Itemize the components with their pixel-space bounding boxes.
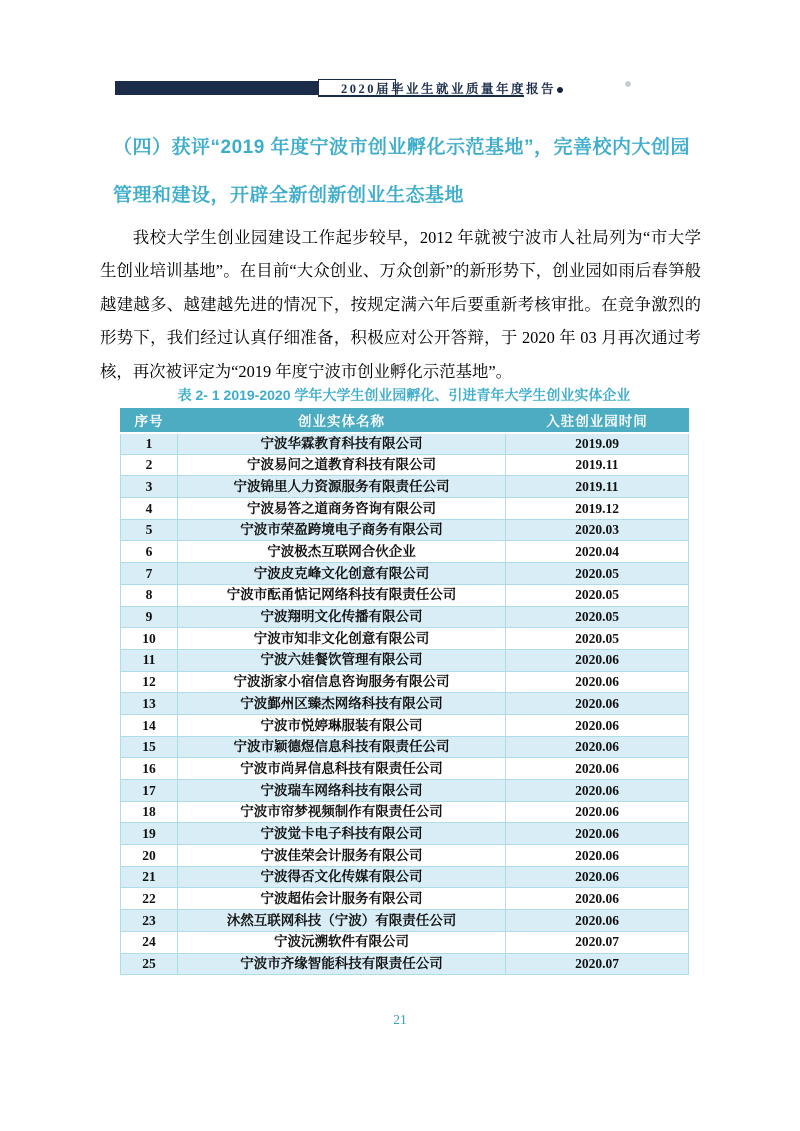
- company-name: 宁波锦里人力资源服务有限责任公司: [178, 476, 506, 498]
- column-header-date: 入驻创业园时间: [506, 409, 689, 433]
- row-number: 4: [121, 498, 178, 520]
- column-header-index: 序号: [121, 409, 178, 433]
- company-name: 宁波觉卡电子科技有限公司: [178, 823, 506, 845]
- entry-date: 2020.06: [506, 714, 689, 736]
- row-number: 9: [121, 606, 178, 628]
- row-number: 5: [121, 519, 178, 541]
- company-name: 宁波鄞州区臻杰网络科技有限公司: [178, 693, 506, 715]
- entry-date: 2020.06: [506, 671, 689, 693]
- table-row: [121, 628, 689, 650]
- row-number: 8: [121, 584, 178, 606]
- entry-date: 2020.06: [506, 888, 689, 910]
- table-row: [121, 498, 689, 520]
- page-number: 21: [393, 1012, 407, 1027]
- row-number: 10: [121, 628, 178, 650]
- table-row: [121, 823, 689, 845]
- row-number: 18: [121, 801, 178, 823]
- entry-date: 2020.05: [506, 584, 689, 606]
- company-name: 宁波极杰互联网合伙企业: [178, 541, 506, 563]
- row-number: 15: [121, 736, 178, 758]
- company-name: 宁波市荣盈跨境电子商务有限公司: [178, 519, 506, 541]
- company-name: 宁波佳荣会计服务有限公司: [178, 845, 506, 867]
- table-row: [121, 519, 689, 541]
- table-row: [121, 845, 689, 867]
- table-body: [121, 433, 689, 975]
- table-row: [121, 736, 689, 758]
- table-row: [121, 563, 689, 585]
- row-number: 3: [121, 476, 178, 498]
- entry-date: 2020.06: [506, 758, 689, 780]
- entry-date: 2020.05: [506, 563, 689, 585]
- entry-date: 2020.07: [506, 931, 689, 953]
- section-heading-line2: 管理和建设，开辟全新创新创业生态基地: [113, 185, 465, 206]
- company-name: 宁波华霖教育科技有限公司: [178, 433, 506, 455]
- entry-date: 2020.06: [506, 910, 689, 932]
- entry-date: 2019.09: [506, 433, 689, 455]
- table-row: [121, 541, 689, 563]
- entry-date: 2020.03: [506, 519, 689, 541]
- entry-date: 2020.06: [506, 801, 689, 823]
- company-name: 宁波市齐缘智能科技有限责任公司: [178, 953, 506, 975]
- company-name: 宁波市帘梦视频制作有限责任公司: [178, 801, 506, 823]
- company-name: 宁波市尚昇信息科技有限责任公司: [178, 758, 506, 780]
- row-number: 6: [121, 541, 178, 563]
- row-number: 2: [121, 454, 178, 476]
- table-row: [121, 671, 689, 693]
- entry-date: 2019.11: [506, 476, 689, 498]
- column-header-company: 创业实体名称: [178, 409, 506, 433]
- table-row: [121, 714, 689, 736]
- table-row: [121, 910, 689, 932]
- entry-date: 2020.06: [506, 736, 689, 758]
- company-name: 宁波六娃餐饮管理有限公司: [178, 649, 506, 671]
- row-number: 7: [121, 563, 178, 585]
- report-title: 2020届毕业生就业质量年度报告: [341, 82, 557, 96]
- row-number: 1: [121, 433, 178, 455]
- row-number: 20: [121, 845, 178, 867]
- table-row: [121, 931, 689, 953]
- row-number: 13: [121, 693, 178, 715]
- company-table: [120, 408, 689, 975]
- section-heading-line1: （四）获评“2019 年度宁波市创业孵化示范基地”，完善校内大创园: [113, 137, 691, 158]
- entry-date: 2020.07: [506, 953, 689, 975]
- entry-date: 2020.05: [506, 606, 689, 628]
- entry-date: 2020.04: [506, 541, 689, 563]
- row-number: 24: [121, 931, 178, 953]
- company-name: 宁波瑞车网络科技有限公司: [178, 780, 506, 802]
- entry-date: 2020.05: [506, 628, 689, 650]
- entry-date: 2019.11: [506, 454, 689, 476]
- row-number: 11: [121, 649, 178, 671]
- company-name: 宁波市酝甬惦记网络科技有限责任公司: [178, 584, 506, 606]
- body-paragraph: 我校大学生创业园建设工作起步较早，2012 年就被宁波市人社局列为“市大学生创业培训基地”。在目前“大众创业、万众创新”的新形势下，创业园如雨后春笋般越建越多、越建越先进的情况下，按规定满六年后要重新考核审批。在竞争激烈的形势下，我们经过认真仔细准备，积极应对公开答辩，于 2020 年 03 月再次通过考核，再次被评定为“2019 年度宁波市创业孵化示范基地”。: [100, 228, 701, 381]
- table-row: [121, 693, 689, 715]
- table-row: [121, 606, 689, 628]
- row-number: 14: [121, 714, 178, 736]
- table-row: [121, 454, 689, 476]
- company-name: 宁波市悦婷琳服装有限公司: [178, 714, 506, 736]
- company-name: 宁波市颖德煜信息科技有限责任公司: [178, 736, 506, 758]
- entry-date: 2020.06: [506, 823, 689, 845]
- row-number: 16: [121, 758, 178, 780]
- table-row: [121, 780, 689, 802]
- table-caption: 表 2- 1 2019-2020 学年大学生创业园孵化、引进青年大学生创业实体企业: [177, 387, 631, 403]
- table-row: [121, 953, 689, 975]
- entry-date: 2020.06: [506, 693, 689, 715]
- company-table-wrapper: [120, 408, 688, 975]
- row-number: 17: [121, 780, 178, 802]
- table-row: [121, 758, 689, 780]
- row-number: 12: [121, 671, 178, 693]
- table-header-row: [121, 409, 689, 433]
- row-number: 23: [121, 910, 178, 932]
- table-row: [121, 801, 689, 823]
- table-row: [121, 584, 689, 606]
- company-name: 宁波易问之道教育科技有限公司: [178, 454, 506, 476]
- table-row: [121, 433, 689, 455]
- section-heading: [113, 124, 713, 220]
- company-name: 宁波浙家小宿信息咨询服务有限公司: [178, 671, 506, 693]
- entry-date: 2020.06: [506, 866, 689, 888]
- company-name: 宁波超佑会计服务有限公司: [178, 888, 506, 910]
- entry-date: 2020.06: [506, 780, 689, 802]
- header-bar: [115, 81, 318, 95]
- row-number: 22: [121, 888, 178, 910]
- table-row: [121, 888, 689, 910]
- entry-date: 2020.06: [506, 649, 689, 671]
- company-name: 宁波沅溯软件有限公司: [178, 931, 506, 953]
- row-number: 21: [121, 866, 178, 888]
- entry-date: 2019.12: [506, 498, 689, 520]
- company-name: 宁波皮克峰文化创意有限公司: [178, 563, 506, 585]
- company-name: 沐然互联网科技（宁波）有限责任公司: [178, 910, 506, 932]
- table-row: [121, 866, 689, 888]
- decorative-dot-icon: [625, 81, 631, 87]
- company-name: 宁波翔明文化传播有限公司: [178, 606, 506, 628]
- row-number: 25: [121, 953, 178, 975]
- entry-date: 2020.06: [506, 845, 689, 867]
- row-number: 19: [121, 823, 178, 845]
- company-name: 宁波市知非文化创意有限公司: [178, 628, 506, 650]
- company-name: 宁波得否文化传媒有限公司: [178, 866, 506, 888]
- company-name: 宁波易答之道商务咨询有限公司: [178, 498, 506, 520]
- table-row: [121, 649, 689, 671]
- table-row: [121, 476, 689, 498]
